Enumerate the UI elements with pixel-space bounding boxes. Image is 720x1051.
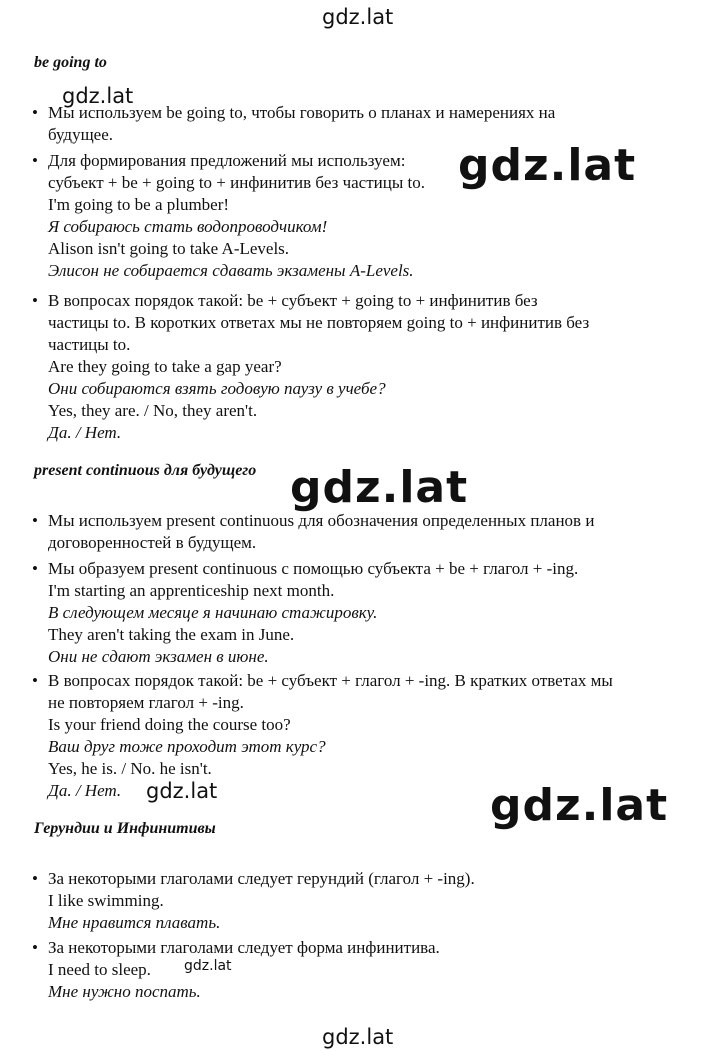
list-item: [32, 558, 692, 668]
bullet-marker: •: [32, 511, 38, 530]
list-item: [32, 290, 692, 444]
bullet-marker: •: [32, 671, 38, 690]
text-line: Мы образуем present continuous с помощью субъекта + be + глагол + -ing.: [48, 559, 579, 578]
text-line: I'm going to be a plumber!: [48, 195, 230, 214]
watermark: gdz.lat: [490, 780, 669, 831]
watermark: gdz.lat: [458, 140, 637, 191]
text-line: будущее.: [48, 125, 114, 144]
text-line: В вопросах порядок такой: be + субъект + going to + инфинитив без: [48, 291, 538, 310]
text-line: Мы используем present continuous для обозначения определенных планов и: [48, 511, 595, 530]
list-item: [32, 868, 692, 934]
text-line: I need to sleep.: [48, 960, 151, 979]
text-line: They aren't taking the exam in June.: [48, 625, 295, 644]
text-line: не повторяем глагол + -ing.: [48, 693, 244, 712]
watermark: gdz.lat: [290, 462, 469, 513]
translation-line: Они собираются взять годовую паузу в учебе?: [48, 379, 386, 398]
text-line: За некоторыми глаголами следует форма инфинитива.: [48, 938, 440, 957]
text-line: I'm starting an apprenticeship next month.: [48, 581, 335, 600]
list-item: [32, 937, 692, 1003]
text-line: Are they going to take a gap year?: [48, 357, 282, 376]
translation-line: В следующем месяце я начинаю стажировку.: [48, 603, 378, 622]
watermark: gdz.lat: [146, 779, 218, 803]
list-item: [32, 510, 692, 554]
section-heading: be going to: [34, 54, 107, 71]
bullet-marker: •: [32, 559, 38, 578]
text-line: частицы to. В коротких ответах мы не повторяем going to + инфинитив без: [48, 313, 590, 332]
text-line: Yes, they are. / No, they aren't.: [48, 401, 258, 420]
bullet-marker: •: [32, 938, 38, 957]
section-heading: present continuous для будущего: [34, 462, 257, 479]
bullet-marker: •: [32, 291, 38, 310]
text-line: I like swimming.: [48, 891, 164, 910]
translation-line: Мне нужно поспать.: [48, 982, 201, 1001]
text-line: субъект + be + going to + инфинитив без частицы to.: [48, 173, 425, 192]
translation-line: Они не сдают экзамен в июне.: [48, 647, 269, 666]
text-line: частицы to.: [48, 335, 131, 354]
translation-line: Мне нравится плавать.: [48, 913, 221, 932]
translation-line: Ваш друг тоже проходит этот курс?: [48, 737, 326, 756]
text-line: договоренностей в будущем.: [48, 533, 257, 552]
text-line: В вопросах порядок такой: be + субъект + глагол + -ing. В кратких ответах мы: [48, 671, 613, 690]
watermark: gdz.lat: [322, 1025, 394, 1049]
bullet-marker: •: [32, 103, 38, 122]
list-item: [32, 102, 692, 146]
text-line: Is your friend doing the course too?: [48, 715, 291, 734]
text-line: Мы используем be going to, чтобы говорить о планах и намерениях на: [48, 103, 556, 122]
text-line: За некоторыми глаголами следует герундий (глагол + -ing).: [48, 869, 475, 888]
list-item: [32, 150, 692, 282]
watermark: gdz.lat: [62, 84, 134, 108]
watermark: gdz.lat: [184, 958, 232, 974]
section-heading: Герундии и Инфинитивы: [34, 820, 216, 837]
text-line: Yes, he is. / No. he isn't.: [48, 759, 212, 778]
text-line: Для формирования предложений мы используем:: [48, 151, 406, 170]
translation-line: Элисон не собирается сдавать экзамены A-Levels.: [48, 261, 414, 280]
watermark: gdz.lat: [322, 5, 394, 29]
bullet-marker: •: [32, 869, 38, 888]
translation-line: Да. / Нет.: [48, 423, 122, 442]
list-item: [32, 670, 692, 802]
translation-line: Да. / Нет.: [48, 781, 122, 800]
text-line: Alison isn't going to take A-Levels.: [48, 239, 290, 258]
translation-line: Я собираюсь стать водопроводчиком!: [48, 217, 328, 236]
bullet-marker: •: [32, 151, 38, 170]
